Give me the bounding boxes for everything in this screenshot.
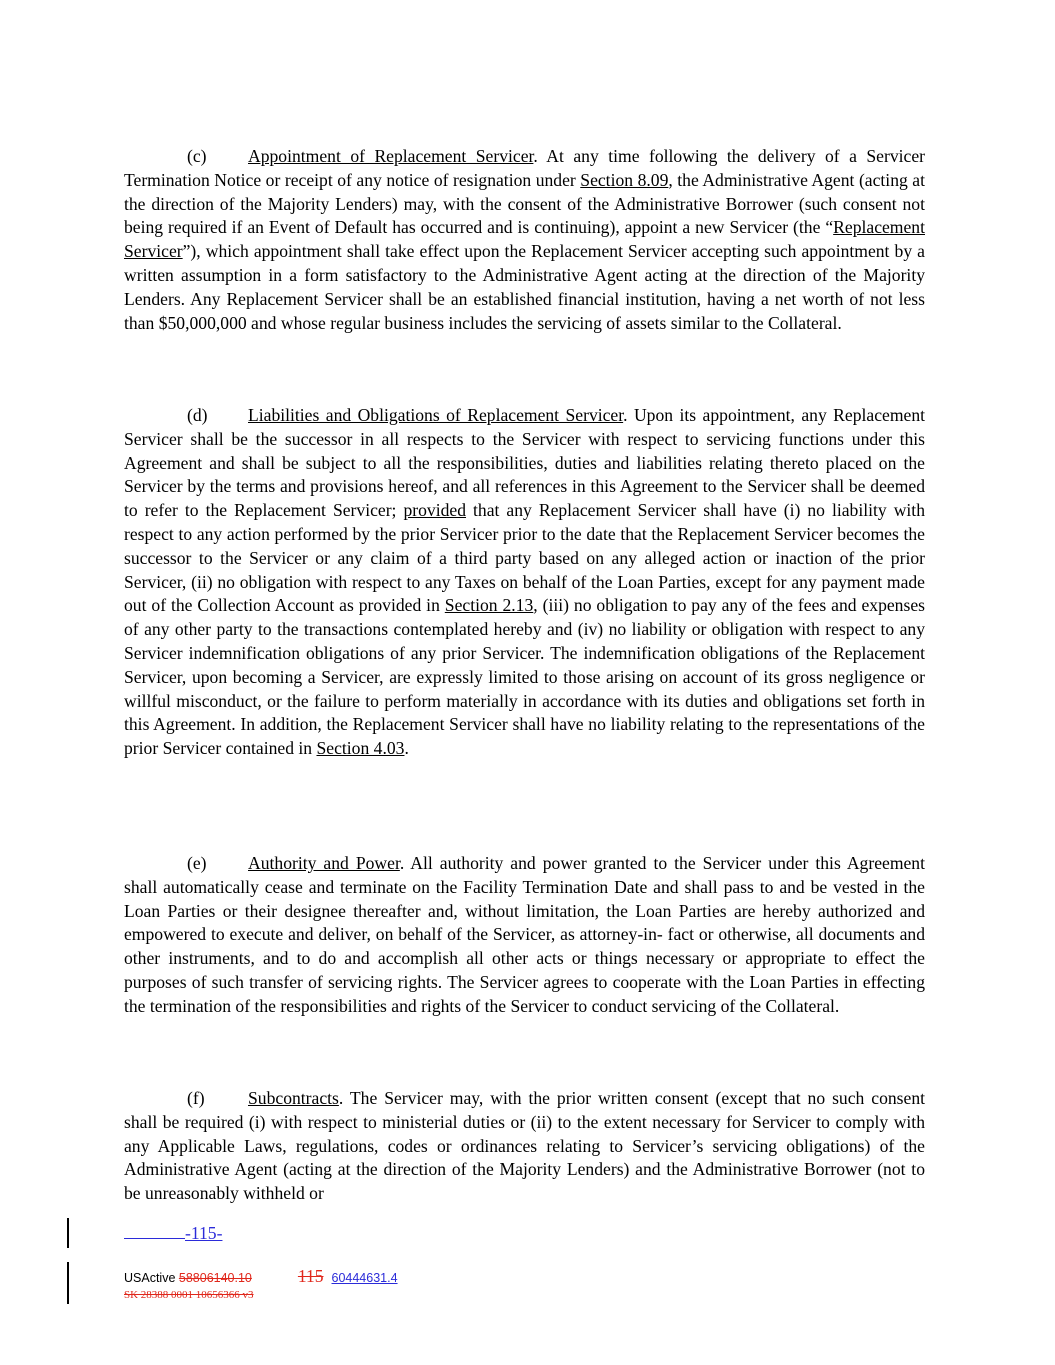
paragraph-f: (f) Subcontracts. The Servicer may, with the prior written consent (except that no such consent shall be required (i) with respect to ministerial duties or (ii) to the extent necessary for Servicer to comply with any Applicable Laws, regulations, codes or ordinances relating to Servicer’s servicing obligations) of the Administrative Agent (acting at the direction of the Majority Lenders) and the Administrative Borrower (not to be unreasonably withheld or [124,1088,925,1204]
section-heading: Appointment of Replacement Servicer [248,146,534,166]
paragraph-e: (e) Authority and Power. All authority and power granted to the Servicer under this Agreement shall automatically cease and terminate on the Facility Termination Date and shall pass to and be vested in the Loan Parties or their designee thereafter and, without limitation, the Loan Parties are hereby authorized and empowered to execute and deliver, on behalf of the Servicer, as attorney-in- fact or otherwise, all documents and other instruments, and to do and accomplish all other acts or things necessary or appropriate to effect the purposes of such transfer of servicing rights. The Servicer agrees to cooperate with the Loan Parties in effecting the termination of the responsibilities and rights of the Servicer to conduct servicing of the Collateral. [124,853,925,1016]
cross-reference: Section 4.03 [316,738,405,759]
deleted-page-number: 115 [297,1266,324,1286]
paragraph-label: (f) [187,1088,205,1108]
proviso-term: provided [403,500,467,521]
cross-reference: Section 8.09 [580,169,669,190]
inserted-doc-id: 60444631.4 [331,1271,398,1285]
deleted-doc-id: 58806140.10 [178,1271,252,1285]
section-heading: Liabilities and Obligations of Replacement Servicer [248,405,624,425]
section-heading: Authority and Power [248,853,400,873]
deleted-sk-reference: SK 28388 0001 10656366 v3 [124,1289,254,1301]
cross-reference: Section 2.13 [444,595,534,616]
paragraph-c: (c) Appointment of Replacement Servicer. At any time following the delivery of a Servicer Termination Notice or receipt of any notice of resignation under Section 8.09, the Administrative Agent (acting at the direction of the Majority Lenders) may, with the consent of the Administrative Borrower (such consent not being required if an Event of Default has occurred and is continuing), appoint a new Servicer (the “Replacement Servicer”), which appointment shall take effect upon the Replacement Servicer accepting such appointment by a written assumption in a form satisfactory to the Administrative Agent acting at the direction of the Majority Lenders. Any Replacement Servicer shall be an established financial institution, having a net worth of not less than $50,000,000 and whose regular business includes the servicing of assets similar to the Collateral. [124,146,926,333]
section-heading: Subcontracts [248,1088,339,1108]
paragraph-d: (d) Liabilities and Obligations of Replacement Servicer. Upon its appointment, any Replacement Servicer shall be the successor in all respects to the Servicer with respect to servicing functions under this Agreement and shall be subject to all the responsibilities, duties and liabilities relating thereto placed on the Servicer by the terms and provisions hereof, and all references in this Agreement to the Servicer shall be deemed to refer to the Replacement Servicer; provided that any Replacement Servicer shall have (i) no liability with respect to any action performed by the prior Servicer prior to the date that the Replacement Servicer becomes the successor to the Servicer or any claim of a third party based on any alleged action or inaction of the prior Servicer, (ii) no obligation with respect to any Taxes on behalf of the Loan Parties, except for any payment made out of the Collection Account as provided in Section 2.13, (iii) no obligation to pay any of the fees and expenses of any other party to the transactions contemplated hereby and (iv) no liability or obligation with respect to any Servicer indemnification obligations of any prior Servicer. The indemnification obligations of the Replacement Servicer, upon becoming a Servicer, are expressly limited to those arising on account of its gross negligence or willful misconduct, or the failure to perform materially in accordance with its duties and obligations set forth in this Agreement. In addition, the Replacement Servicer shall have no liability relating to the representations of the prior Servicer contained in Section 4.03. [124,405,926,759]
document-id-footer: USActive 58806140.10 115 60444631.4 [124,1266,398,1286]
change-bar [67,1262,69,1304]
paragraph-label: (d) [187,405,208,425]
page-number: -115- [124,1223,222,1244]
paragraph-label: (c) [187,146,207,166]
change-bar [67,1218,69,1248]
defined-term: Replacement Servicer [124,217,925,262]
paragraph-label: (e) [187,853,207,873]
